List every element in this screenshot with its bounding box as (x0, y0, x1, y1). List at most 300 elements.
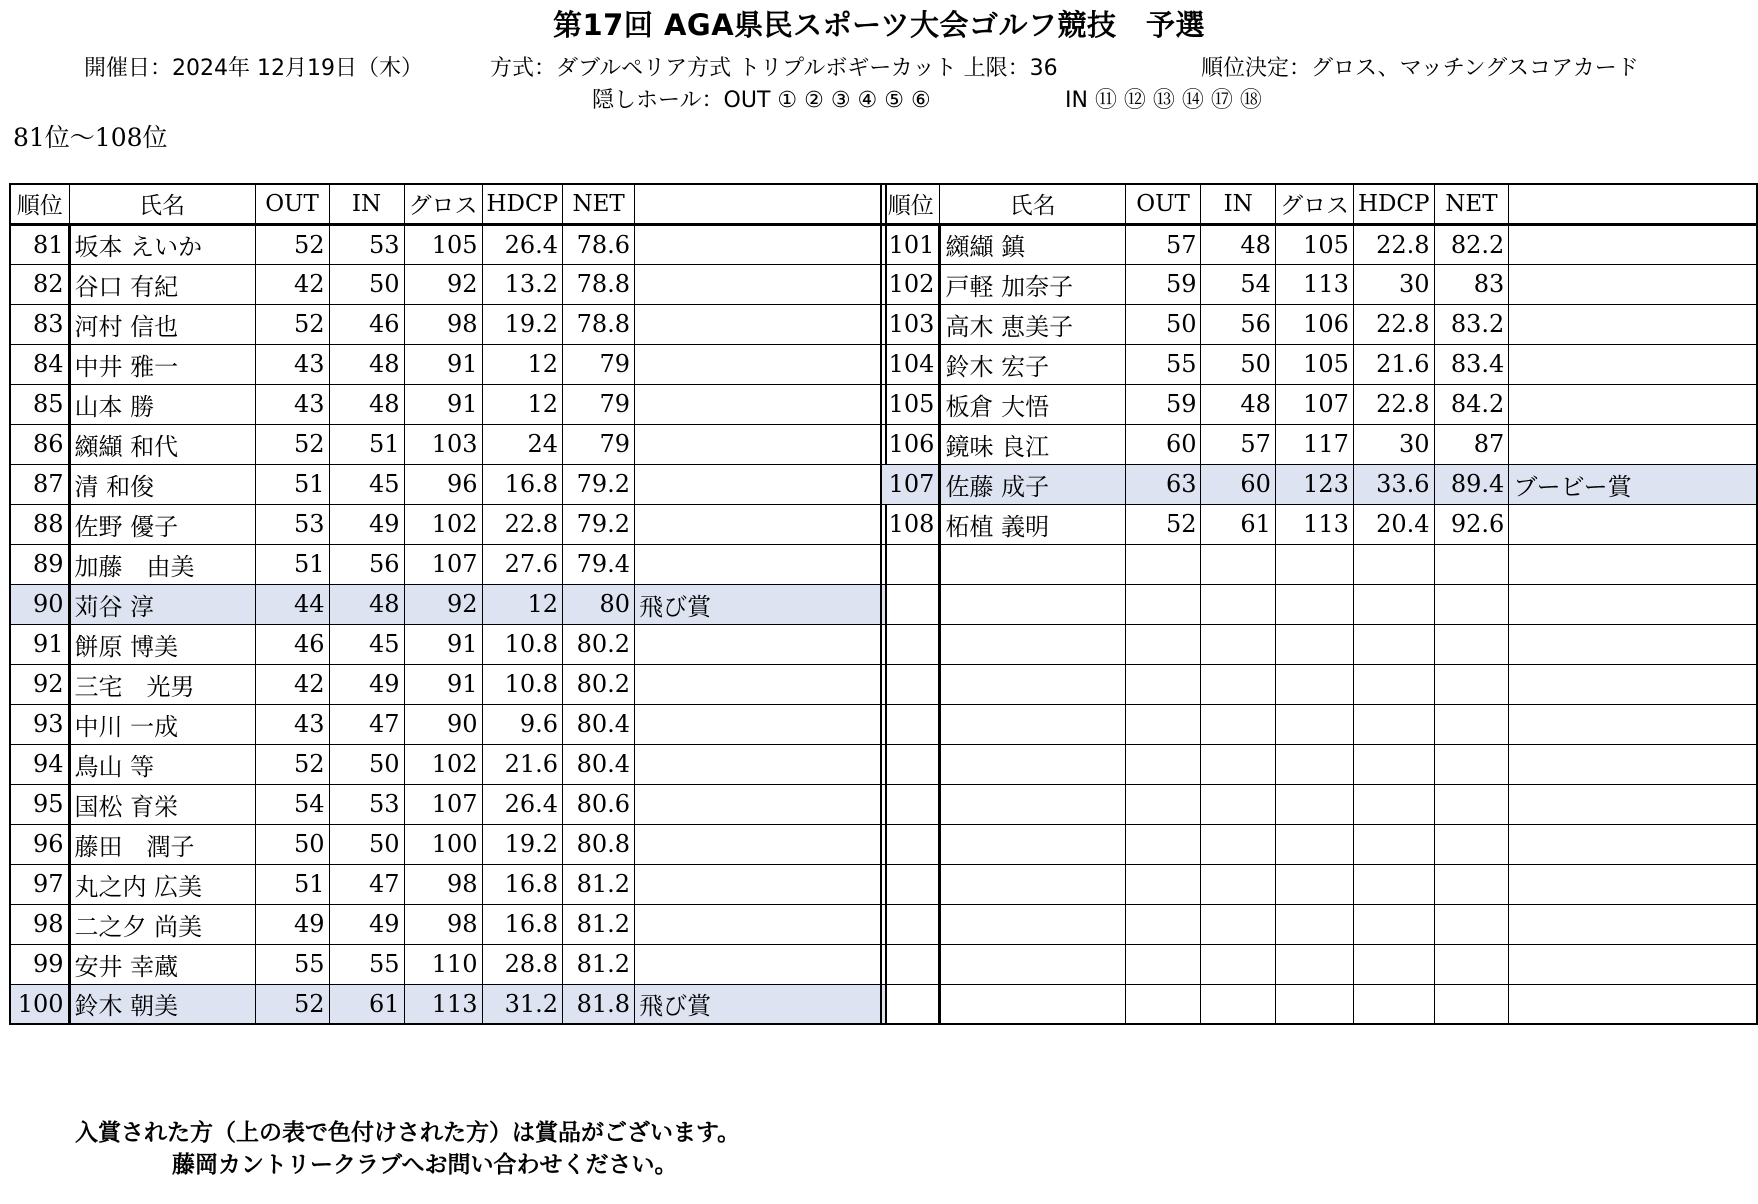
cell-in: 51 (329, 424, 404, 464)
cell-name: 谷口 有紀 (69, 264, 255, 304)
cell-in: 48 (329, 344, 404, 384)
cell-name: 河村 信也 (69, 304, 255, 344)
cell-out: 59 (1125, 264, 1201, 304)
cell-rank: 102 (881, 264, 940, 304)
cell-note (1509, 584, 1757, 624)
cell-rank: 100 (10, 984, 69, 1024)
cell-gross (1275, 824, 1353, 864)
cell-rank (881, 544, 940, 584)
cell-rank (881, 784, 940, 824)
cell-rank: 96 (10, 824, 69, 864)
cell-note (1509, 944, 1757, 984)
cell-note (635, 464, 886, 504)
cell-hdcp: 28.8 (482, 944, 563, 984)
cell-name (940, 544, 1125, 584)
cell-net: 89.4 (1434, 464, 1509, 504)
cell-rank: 81 (10, 224, 69, 264)
cell-out: 51 (255, 544, 329, 584)
cell-net: 81.2 (563, 904, 635, 944)
cell-out: 55 (255, 944, 329, 984)
cell-gross: 113 (404, 984, 482, 1024)
cell-name: 纐纈 和代 (69, 424, 255, 464)
cell-in: 60 (1201, 464, 1275, 504)
cell-out: 60 (1125, 424, 1201, 464)
cell-in (1201, 704, 1275, 744)
cell-note (1509, 344, 1757, 384)
cell-out: 52 (255, 424, 329, 464)
cell-out: 50 (1125, 304, 1201, 344)
cell-net: 79.2 (563, 464, 635, 504)
cell-name (940, 984, 1125, 1024)
cell-hdcp: 33.6 (1353, 464, 1434, 504)
cell-name: 高木 恵美子 (940, 304, 1125, 344)
cell-note (1509, 424, 1757, 464)
cell-name: 三宅 光男 (69, 664, 255, 704)
cell-name (940, 904, 1125, 944)
cell-note (1509, 864, 1757, 904)
cell-net: 81.2 (563, 864, 635, 904)
cell-note (635, 864, 886, 904)
cell-note (635, 784, 886, 824)
cell-out: 43 (255, 704, 329, 744)
cell-net (1434, 544, 1509, 584)
cell-out: 51 (255, 864, 329, 904)
cell-note: 飛び賞 (635, 584, 886, 624)
cell-rank: 92 (10, 664, 69, 704)
cell-out (1125, 824, 1201, 864)
cell-gross: 105 (1275, 344, 1353, 384)
cell-in: 57 (1201, 424, 1275, 464)
cell-name: 苅谷 淳 (69, 584, 255, 624)
cell-net (1434, 864, 1509, 904)
table-row (10, 584, 886, 624)
cell-note (635, 224, 886, 264)
cell-out: 52 (255, 744, 329, 784)
cell-rank (881, 824, 940, 864)
table-row (10, 824, 886, 864)
table-row (10, 704, 886, 744)
cell-hdcp: 16.8 (482, 864, 563, 904)
cell-in: 48 (329, 584, 404, 624)
cell-in: 46 (329, 304, 404, 344)
cell-name: 藤田 潤子 (69, 824, 255, 864)
cell-rank: 88 (10, 504, 69, 544)
cell-hdcp: 22.8 (482, 504, 563, 544)
cell-net: 80.8 (563, 824, 635, 864)
cell-gross: 102 (404, 744, 482, 784)
table-row (10, 464, 886, 504)
cell-hdcp: 19.2 (482, 824, 563, 864)
cell-in: 47 (329, 704, 404, 744)
cell-in (1201, 584, 1275, 624)
cell-net: 79.4 (563, 544, 635, 584)
cell-hdcp: 31.2 (482, 984, 563, 1024)
col-out: OUT (255, 184, 329, 224)
cell-in: 50 (329, 264, 404, 304)
cell-in (1201, 864, 1275, 904)
cell-hdcp (1353, 664, 1434, 704)
cell-net: 81.8 (563, 984, 635, 1024)
cell-name: 鈴木 朝美 (69, 984, 255, 1024)
cell-net (1434, 584, 1509, 624)
cell-rank (881, 904, 940, 944)
cell-in: 56 (1201, 304, 1275, 344)
cell-gross (1275, 544, 1353, 584)
cell-name: 中川 一成 (69, 704, 255, 744)
cell-note (635, 544, 886, 584)
cell-net (1434, 824, 1509, 864)
cell-hdcp: 22.8 (1353, 304, 1434, 344)
cell-net: 78.8 (563, 264, 635, 304)
cell-gross: 91 (404, 384, 482, 424)
cell-out (1125, 744, 1201, 784)
cell-name: 山本 勝 (69, 384, 255, 424)
cell-name: 戸軽 加奈子 (940, 264, 1125, 304)
cell-note (1509, 784, 1757, 824)
col-in: IN (329, 184, 404, 224)
table-row (10, 544, 886, 584)
cell-in: 54 (1201, 264, 1275, 304)
prize-notice: 入賞された方（上の表で色付けされた方）は賞品がございます。 (75, 1120, 741, 1146)
empty-table-row (881, 544, 1757, 584)
cell-net: 80.2 (563, 624, 635, 664)
results-table-right (880, 183, 1758, 1025)
cell-rank: 107 (881, 464, 940, 504)
cell-hdcp: 21.6 (1353, 344, 1434, 384)
table-row (10, 344, 886, 384)
cell-out: 43 (255, 344, 329, 384)
cell-note (635, 824, 886, 864)
cell-out (1125, 544, 1201, 584)
cell-note (635, 384, 886, 424)
empty-table-row (881, 744, 1757, 784)
col-net: NET (1434, 184, 1509, 224)
table-row (10, 264, 886, 304)
cell-out: 51 (255, 464, 329, 504)
col-net: NET (563, 184, 635, 224)
cell-net: 84.2 (1434, 384, 1509, 424)
col-note (1509, 184, 1757, 224)
cell-in (1201, 824, 1275, 864)
cell-note (635, 264, 886, 304)
cell-name (940, 624, 1125, 664)
page-title: 第17回 AGA県民スポーツ大会ゴルフ競技 予選 (553, 8, 1205, 42)
cell-note (1509, 904, 1757, 944)
cell-hdcp: 26.4 (482, 784, 563, 824)
cell-in (1201, 784, 1275, 824)
cell-gross: 113 (1275, 504, 1353, 544)
cell-hdcp (1353, 784, 1434, 824)
cell-name: 鳥山 等 (69, 744, 255, 784)
cell-out: 44 (255, 584, 329, 624)
cell-note (635, 304, 886, 344)
cell-note (635, 744, 886, 784)
cell-net: 81.2 (563, 944, 635, 984)
cell-note (1509, 544, 1757, 584)
cell-hdcp: 30 (1353, 424, 1434, 464)
col-gross: グロス (1275, 184, 1353, 224)
cell-gross: 107 (404, 544, 482, 584)
cell-in (1201, 544, 1275, 584)
contact-notice: 藤岡カントリークラブへお問い合わせください。 (172, 1152, 678, 1178)
cell-net: 80 (563, 584, 635, 624)
cell-gross (1275, 864, 1353, 904)
cell-gross: 117 (1275, 424, 1353, 464)
cell-in (1201, 984, 1275, 1024)
cell-note (635, 424, 886, 464)
cell-gross (1275, 944, 1353, 984)
cell-rank: 105 (881, 384, 940, 424)
cell-gross: 96 (404, 464, 482, 504)
cell-net (1434, 944, 1509, 984)
cell-in (1201, 904, 1275, 944)
col-name: 氏名 (940, 184, 1125, 224)
cell-net: 80.6 (563, 784, 635, 824)
cell-rank: 106 (881, 424, 940, 464)
cell-gross: 105 (1275, 224, 1353, 264)
scoring-method: 方式：ダブルペリア方式 トリプルボギーカット 上限：36 (490, 56, 1058, 81)
cell-note (635, 664, 886, 704)
cell-in: 50 (329, 744, 404, 784)
cell-rank (881, 864, 940, 904)
cell-out: 52 (255, 224, 329, 264)
cell-in (1201, 744, 1275, 784)
cell-name: 鏡味 良江 (940, 424, 1125, 464)
cell-in: 49 (329, 904, 404, 944)
table-row (881, 264, 1757, 304)
cell-out: 46 (255, 624, 329, 664)
cell-note (1509, 704, 1757, 744)
cell-name: 餅原 博美 (69, 624, 255, 664)
cell-out (1125, 664, 1201, 704)
cell-rank: 101 (881, 224, 940, 264)
cell-in: 48 (1201, 384, 1275, 424)
cell-in: 55 (329, 944, 404, 984)
cell-rank (881, 584, 940, 624)
cell-net: 80.4 (563, 744, 635, 784)
table-row (10, 904, 886, 944)
cell-gross: 98 (404, 304, 482, 344)
cell-hdcp (1353, 704, 1434, 744)
cell-out: 59 (1125, 384, 1201, 424)
table-row (881, 384, 1757, 424)
cell-net (1434, 744, 1509, 784)
cell-hdcp: 13.2 (482, 264, 563, 304)
cell-hdcp: 10.8 (482, 624, 563, 664)
cell-gross: 98 (404, 904, 482, 944)
hidden-holes-in: IN ⑪ ⑫ ⑬ ⑭ ⑰ ⑱ (1065, 88, 1262, 113)
cell-rank: 99 (10, 944, 69, 984)
cell-net: 79 (563, 384, 635, 424)
cell-in: 50 (1201, 344, 1275, 384)
cell-note (635, 344, 886, 384)
col-gross: グロス (404, 184, 482, 224)
cell-out: 42 (255, 664, 329, 704)
cell-net (1434, 984, 1509, 1024)
empty-table-row (881, 984, 1757, 1024)
cell-rank: 95 (10, 784, 69, 824)
cell-rank: 87 (10, 464, 69, 504)
cell-hdcp: 16.8 (482, 904, 563, 944)
cell-rank (881, 624, 940, 664)
col-note (635, 184, 886, 224)
cell-net: 92.6 (1434, 504, 1509, 544)
cell-gross: 123 (1275, 464, 1353, 504)
cell-net: 83.2 (1434, 304, 1509, 344)
cell-gross: 113 (1275, 264, 1353, 304)
cell-net: 78.8 (563, 304, 635, 344)
cell-net (1434, 704, 1509, 744)
cell-out: 63 (1125, 464, 1201, 504)
cell-hdcp (1353, 904, 1434, 944)
cell-net (1434, 904, 1509, 944)
table-row (10, 664, 886, 704)
cell-note (1509, 304, 1757, 344)
cell-out (1125, 704, 1201, 744)
cell-rank (881, 984, 940, 1024)
cell-gross (1275, 704, 1353, 744)
empty-table-row (881, 584, 1757, 624)
cell-name: 板倉 大悟 (940, 384, 1125, 424)
cell-rank: 89 (10, 544, 69, 584)
cell-rank: 103 (881, 304, 940, 344)
cell-hdcp (1353, 944, 1434, 984)
cell-gross: 105 (404, 224, 482, 264)
cell-hdcp: 19.2 (482, 304, 563, 344)
cell-note: 飛び賞 (635, 984, 886, 1024)
cell-rank (881, 704, 940, 744)
table-row (10, 984, 886, 1024)
cell-net (1434, 624, 1509, 664)
cell-net (1434, 784, 1509, 824)
cell-note (635, 704, 886, 744)
cell-out: 57 (1125, 224, 1201, 264)
cell-rank: 86 (10, 424, 69, 464)
cell-out: 52 (255, 984, 329, 1024)
cell-in: 48 (1201, 224, 1275, 264)
cell-name (940, 864, 1125, 904)
cell-hdcp: 12 (482, 344, 563, 384)
cell-hdcp: 12 (482, 584, 563, 624)
cell-gross: 102 (404, 504, 482, 544)
cell-gross (1275, 584, 1353, 624)
cell-hdcp: 26.4 (482, 224, 563, 264)
cell-in (1201, 944, 1275, 984)
cell-rank: 85 (10, 384, 69, 424)
rank-range: 81位～108位 (13, 123, 168, 152)
cell-net: 79.2 (563, 504, 635, 544)
cell-name: 坂本 えいか (69, 224, 255, 264)
cell-rank (881, 944, 940, 984)
cell-hdcp (1353, 864, 1434, 904)
col-in: IN (1201, 184, 1275, 224)
table-row (881, 224, 1757, 264)
col-name: 氏名 (69, 184, 255, 224)
cell-in (1201, 664, 1275, 704)
cell-out: 53 (255, 504, 329, 544)
hidden-holes-out: 隠しホール：OUT ① ② ③ ④ ⑤ ⑥ (592, 88, 931, 113)
cell-note (1509, 504, 1757, 544)
cell-net (1434, 664, 1509, 704)
cell-in: 49 (329, 504, 404, 544)
cell-hdcp (1353, 984, 1434, 1024)
empty-table-row (881, 944, 1757, 984)
cell-out (1125, 624, 1201, 664)
cell-rank: 93 (10, 704, 69, 744)
table-row (10, 504, 886, 544)
empty-table-row (881, 904, 1757, 944)
cell-name: 丸之内 広美 (69, 864, 255, 904)
cell-name (940, 704, 1125, 744)
cell-note (635, 944, 886, 984)
cell-net: 78.6 (563, 224, 635, 264)
cell-name: 安井 幸蔵 (69, 944, 255, 984)
cell-out: 42 (255, 264, 329, 304)
cell-rank: 84 (10, 344, 69, 384)
cell-name: 清 和俊 (69, 464, 255, 504)
cell-rank: 98 (10, 904, 69, 944)
cell-in: 49 (329, 664, 404, 704)
cell-hdcp: 20.4 (1353, 504, 1434, 544)
cell-gross: 92 (404, 264, 482, 304)
cell-gross: 100 (404, 824, 482, 864)
cell-net: 80.2 (563, 664, 635, 704)
cell-hdcp: 24 (482, 424, 563, 464)
table-row (881, 344, 1757, 384)
cell-out: 54 (255, 784, 329, 824)
cell-hdcp (1353, 544, 1434, 584)
table-row (10, 744, 886, 784)
table-row (10, 304, 886, 344)
cell-hdcp: 22.8 (1353, 224, 1434, 264)
cell-name (940, 744, 1125, 784)
cell-out: 52 (255, 304, 329, 344)
table-row (10, 864, 886, 904)
cell-hdcp: 22.8 (1353, 384, 1434, 424)
col-hdcp: HDCP (1353, 184, 1434, 224)
table-row (881, 504, 1757, 544)
cell-rank (881, 664, 940, 704)
table-row (10, 384, 886, 424)
cell-note (1509, 264, 1757, 304)
cell-name: 佐野 優子 (69, 504, 255, 544)
cell-note (1509, 224, 1757, 264)
empty-table-row (881, 824, 1757, 864)
cell-out: 49 (255, 904, 329, 944)
cell-hdcp: 30 (1353, 264, 1434, 304)
cell-rank: 94 (10, 744, 69, 784)
cell-gross (1275, 664, 1353, 704)
empty-table-row (881, 864, 1757, 904)
empty-table-row (881, 624, 1757, 664)
cell-in: 45 (329, 624, 404, 664)
cell-rank: 108 (881, 504, 940, 544)
col-rank: 順位 (10, 184, 69, 224)
table-row (10, 784, 886, 824)
cell-in: 47 (329, 864, 404, 904)
cell-note (635, 904, 886, 944)
cell-gross (1275, 904, 1353, 944)
cell-name (940, 584, 1125, 624)
cell-gross: 103 (404, 424, 482, 464)
cell-note (635, 504, 886, 544)
cell-gross: 110 (404, 944, 482, 984)
table-header-row (881, 184, 1757, 224)
cell-gross: 92 (404, 584, 482, 624)
cell-hdcp: 10.8 (482, 664, 563, 704)
cell-in: 53 (329, 224, 404, 264)
cell-gross (1275, 984, 1353, 1024)
